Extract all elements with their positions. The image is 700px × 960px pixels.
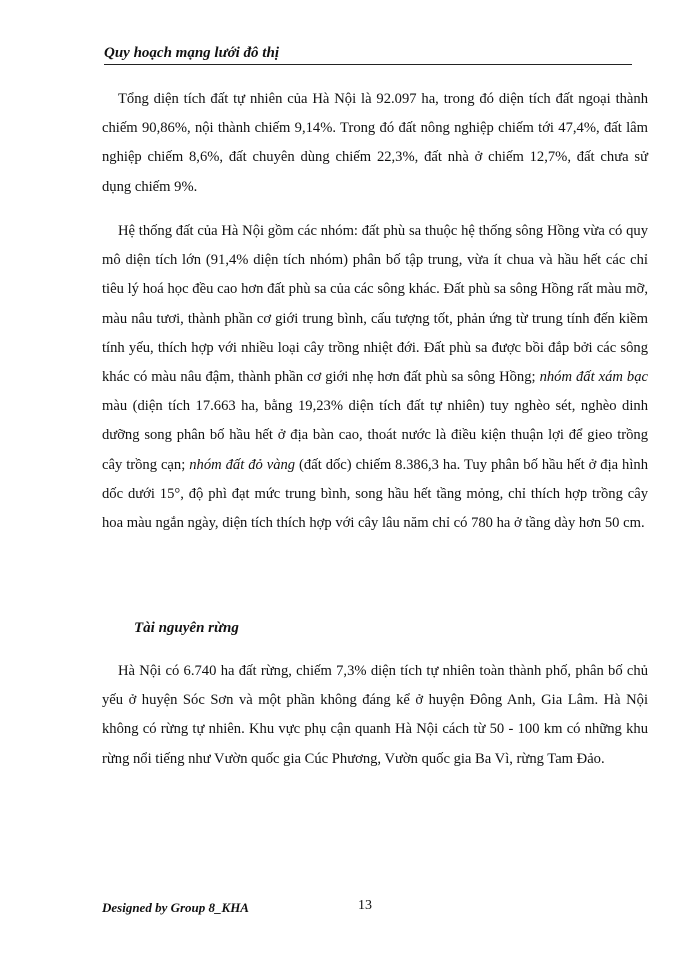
- paragraph-soil-system: [102, 217, 648, 538]
- soil-text-part2: màu (diện tích 17.663 ha, bằng 19,23% diện tích đất tự nhiên) tuy nghèo sét, nghèo dinh dưỡng song phân bố hầu hết ở địa bàn cao, thoát nước là điều kiện thuận lợi để gieo trồng cây trồng cạn;: [102, 398, 648, 473]
- soil-text-part1: Hệ thống đất của Hà Nội gồm các nhóm: đất phù sa thuộc hệ thống sông Hồng vừa có quy mô diện tích lớn (91,4% diện tích nhóm) phân bố tập trung, vừa ít chua và hầu hết các chỉ tiêu lý hoá học đều cao hơn đất phù sa của các sông khác. Đất phù sa sông Hồng rất màu mỡ, màu nâu tươi, thành phần cơ giới trung bình, cấu tượng tốt, phản ứng từ trung tính đến kiềm tính yếu, thích hợp với nhiều loại cây trồng nhiệt đới. Đất phù sa được bồi đắp bởi các sông khác có màu nâu đậm, thành phần cơ giới nhẹ hơn đất phù sa sông Hồng;: [102, 223, 648, 386]
- page-number: 13: [358, 898, 372, 913]
- paragraph-forest-text: Hà Nội có 6.740 ha đất rừng, chiếm 7,3% diện tích tự nhiên toàn thành phố, phân bố chủ yếu ở huyện Sóc Sơn và một phần không đáng kể ở huyện Đông Anh, Gia Lâm. Hà Nội không có rừng tự nhiên. Khu vực phụ cận quanh Hà Nội cách từ 50 - 100 km có những khu rừng nổi tiếng như Vườn quốc gia Cúc Phương, Vườn quốc gia Ba Vì, rừng Tam Đảo.: [102, 663, 648, 767]
- soil-group-gray: nhóm đất xám bạc: [539, 369, 648, 386]
- paragraph-land-area: [102, 85, 648, 202]
- paragraph-forest: [102, 657, 648, 774]
- soil-group-red-yellow: nhóm đất đỏ vàng: [189, 456, 296, 473]
- footer-credit: Designed by Group 8_KHA: [102, 900, 249, 915]
- section-heading-forest: Tài nguyên rừng: [134, 620, 239, 636]
- page-header-title: Quy hoạch mạng lưới đô thị: [104, 45, 279, 61]
- header-rule: [104, 64, 632, 65]
- soil-text-part3: (đất dốc) chiếm 8.386,3 ha. Tuy phân bố hầu hết ở địa hình dốc dưới 15°, độ phì đạt mức trung bình, song hầu hết tầng mỏng, chỉ thích hợp trồng cây hoa màu ngắn ngày, diện tích thích hợp với cây lâu năm chỉ có 780 ha ở tầng dày hơn 50 cm.: [102, 456, 648, 532]
- paragraph-land-area-text: Tổng diện tích đất tự nhiên của Hà Nội là 92.097 ha, trong đó diện tích đất ngoại thành chiếm 90,86%, nội thành chiếm 9,14%. Trong đó đất nông nghiệp chiếm tới 47,4%, đất lâm nghiệp chiếm 8,6%, đất chuyên dùng chiếm 22,3%, đất nhà ở chiếm 12,7%, đất chưa sử dụng chiếm 9%.: [102, 91, 648, 195]
